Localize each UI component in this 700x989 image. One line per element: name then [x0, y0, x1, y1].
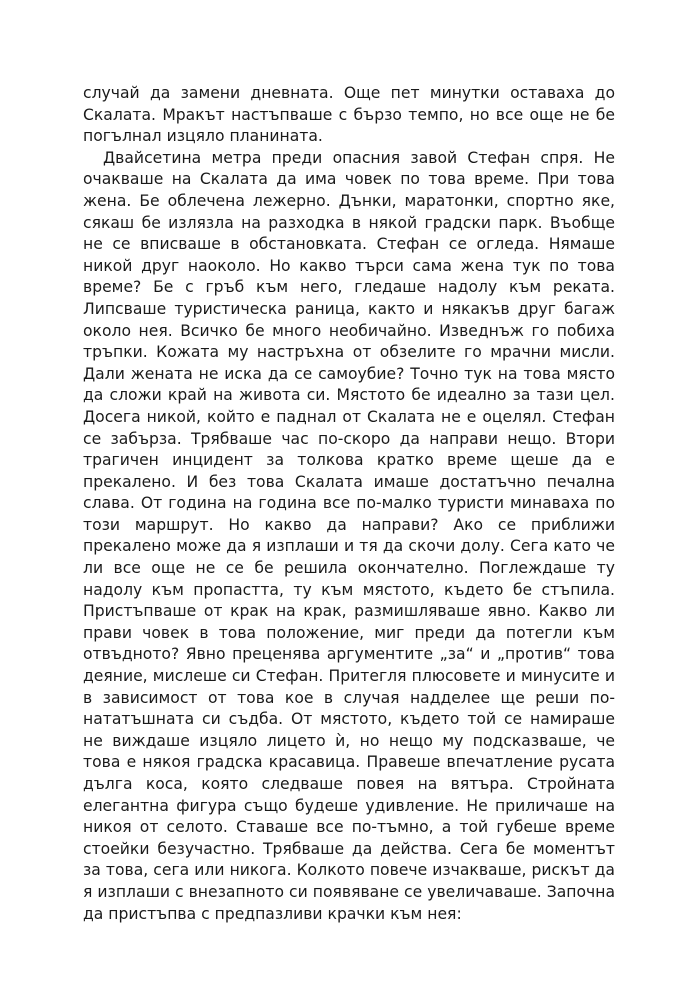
- paragraph-1: случай да замени дневната. Още пет минутки оставаха до Скалата. Мракът настъпваше с бързо темпо, но все още не бе погълнал изцяло планината.: [83, 84, 615, 146]
- body-text: [83, 83, 615, 925]
- paragraph-2: Двайсетина метра преди опасния завой Стефан спря. Не очакваше на Скалата да има човек по това време. При това жена. Бе облечена лежерно. Дънки, маратонки, спортно яке, сякаш бе излязла на разходка в някой градски парк. Въобще не се вписваше в обстановката. Стефан се огледа. Нямаше никой друг наоколо. Но какво търси сама жена тук по това време? Бе с гръб към него, гледаше надолу към реката. Липсваше туристическа раница, както и някакъв друг багаж около нея. Всичко бе много необичайно. Изведнъж го побиха тръпки. Кожата му настръхна от обзелите го мрачни мисли. Дали жената не иска да се самоубие? Точно тук на това място да сложи край на живота си. Мястото бе идеално за тази цел. Досега никой, който е паднал от Скалата не е оцелял. Стефан се забърза. Трябваше час по-скоро да направи нещо. Втори трагичен инцидент за толкова кратко време щеше да е прекалено. И без това Скалата имаше достатъчно печална слава. От година на година все по-малко туристи минаваха по този маршрут. Но какво да направи? Ако се приближи прекалено може да я изплаши и тя да скочи долу. Сега като че ли все още не се бе решила окончателно. Поглеждаше ту надолу към пропастта, ту към мястото, където бе стъпила. Пристъпваше от крак на крак, размишляваше явно. Какво ли прави човек в това положение, миг преди да потегли към отвъдното? Явно преценява аргументите „за“ и „против“ това деяние, мислеше си Стефан. Притегля плюсовете и минусите и в зависимост от това кое в случая надделее ще реши по-нататъшната си съдба. От мястото, където той се намираше не виждаше изцяло лицето ѝ, но нещо му подсказваше, че това е някоя градска красавица. Правеше впечатление русата дълга коса, която следваше повея на вятъра. Стройната елегантна фигура също будеше удивление. Не приличаше на никоя от селото. Ставаше все по-тъмно, а той губеше време стоейки безучастно. Трябваше да действа. Сега бе моментът за това, сега или никога. Колкото повече изчакваше, рискът да я изплаши с внезапното си появяване се увеличаваше. Започна да пристъпва с предпазливи крачки към нея:: [83, 148, 615, 923]
